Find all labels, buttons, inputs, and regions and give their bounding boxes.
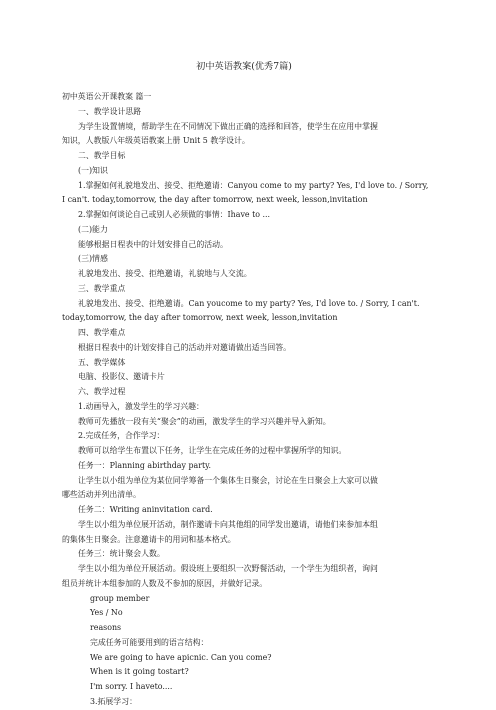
text-line: 3.拓展学习： xyxy=(90,696,137,706)
text-line: group member xyxy=(90,593,150,603)
text-line: 学生以小组为单位展开活动，制作邀请卡向其他组的同学发出邀请，请他们来参加本组 xyxy=(78,519,378,529)
text-line: 1.掌握如何礼貌地发出、接受、拒绝邀请：Canyou come to my party? Yes, I'd love to. / Sorry, xyxy=(78,180,429,190)
text-line: 根据日程表中的计划安排自己的活动并对邀请做出适当回答。 xyxy=(78,342,292,352)
text-line: 能够根据日程表中的计划安排自己的活动。 xyxy=(78,239,228,249)
text-line: 组员并统计本组参加的人数及不参加的原因，并做好记录。 xyxy=(62,578,268,588)
text-line: 完成任务可能要用到的语言结构： xyxy=(90,637,209,647)
text-line: 四、教学难点 xyxy=(78,328,126,337)
text-line: 1.动画导入，激发学生的学习兴趣： xyxy=(78,401,204,411)
text-line: Yes / No xyxy=(90,608,123,618)
text-line: 教师可先播放一段有关“聚会”的动画，激发学生的学习兴趣并导入新知。 xyxy=(78,416,331,426)
text-line: We are going to have apicnic. Can you come? xyxy=(90,652,272,662)
text-line: I can't. today,tomorrow, the day after tomorrow, next week, lesson,invitation xyxy=(62,195,368,205)
text-line: reasons xyxy=(90,623,122,632)
text-line: (二)能力 xyxy=(78,224,108,234)
text-line: 一、教学设计思路 xyxy=(78,106,142,116)
document-body xyxy=(62,90,429,710)
text-line: 任务三：统计聚会人数。 xyxy=(78,549,165,559)
text-line: 知识，人教版八年级英语教案上册 Unit 5 教学设计。 xyxy=(62,136,250,146)
text-line: 六、教学过程 xyxy=(78,387,126,396)
text-line: 学生以小组为单位开展活动。假设班上要组织一次野餐活动，一个学生为组织者，询问 xyxy=(78,564,378,573)
text-line: 哪些活动并列出清单。 xyxy=(62,490,141,500)
text-line: 任务二：Writing aninvitation card. xyxy=(78,505,213,514)
text-line: 电脑、投影仪、邀请卡片 xyxy=(78,372,165,382)
text-line: 任务一：Planning abirthday party. xyxy=(78,460,212,470)
text-line: 礼貌地发出、接受、拒绝邀请。Can youcome to my party? Yes, I'd love to. / Sorry, I can't. xyxy=(78,298,420,308)
text-line: 教师可以给学生布置以下任务，让学生在完成任务的过程中掌握所学的知识。 xyxy=(78,446,347,455)
text-line: 2.完成任务，合作学习： xyxy=(78,431,165,441)
text-line: (三)情感 xyxy=(78,254,108,264)
document-title: 初中英语教案(优秀7篇) xyxy=(196,61,292,72)
text-line: 为学生设置情境，帮助学生在不同情况下做出正确的选择和回答，使学生在应用中掌握 xyxy=(78,121,378,131)
text-line: 的集体生日聚会。注意邀请卡的用词和基本格式。 xyxy=(62,534,236,544)
text-line: (一)知识 xyxy=(78,165,108,175)
text-line: When is it going tostart? xyxy=(90,667,189,677)
text-line: 初中英语公开课教案 篇一 xyxy=(62,92,152,101)
text-line: I'm sorry. I haveto.... xyxy=(90,682,173,691)
text-line: today,tomorrow, the day after tomorrow, next week, lesson,invitation xyxy=(62,313,338,323)
text-line: 2.掌握如何谈论自己或别人必须做的事情：Ihave to ... xyxy=(78,210,271,219)
text-line: 礼貌地发出、接受、拒绝邀请，礼貌地与人交流。 xyxy=(78,269,252,278)
text-line: 让学生以小组为单位为某位同学筹备一个集体生日聚会，讨论在生日聚会上大家可以做 xyxy=(78,475,378,485)
text-line: 三、教学重点 xyxy=(78,283,126,293)
text-line: 二、教学目标 xyxy=(78,151,126,160)
text-line: 五、教学媒体 xyxy=(78,357,126,367)
